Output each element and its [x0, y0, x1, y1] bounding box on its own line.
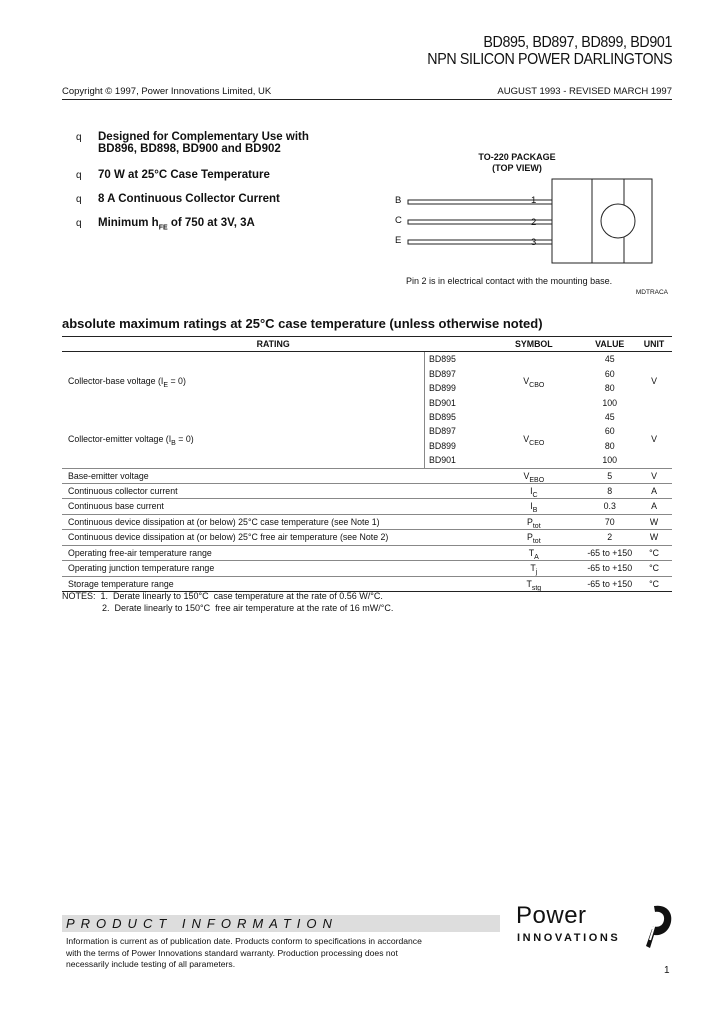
vcbo-symbol: $V_{CBO}$ — [523, 376, 545, 389]
pin-c-label: C — [395, 215, 402, 226]
table-row — [62, 530, 672, 545]
pin-3-number: 3 — [531, 237, 537, 248]
feature-2: 70 W at 25°C Case Temperature — [98, 169, 270, 181]
device-cell: BD897 — [424, 424, 484, 438]
table-row — [62, 484, 672, 499]
feature-3: 8 A Continuous Collector Current — [98, 193, 280, 205]
unit-cell: W — [636, 530, 672, 545]
value-cell: 45 — [604, 412, 615, 423]
value-cell: -65 to +150 — [583, 545, 636, 560]
feature-item — [76, 169, 270, 181]
package-diagram — [390, 176, 660, 266]
unit-cell: °C — [636, 561, 672, 576]
symbol-cell: $T_{stg}$ — [484, 576, 583, 591]
unit-cell: °C — [636, 576, 672, 591]
value-cell: 80 — [604, 440, 615, 451]
product-info-label: PRODUCT INFORMATION — [66, 916, 338, 931]
logo-word-innovations: INNOVATIONS — [517, 932, 621, 944]
rating-label: Continuous device dissipation at (or below) 25°C case temperature (see Note 1) — [62, 514, 484, 529]
package-note: Pin 2 is in electrical contact with the mounting base. — [406, 276, 613, 286]
notes — [62, 590, 393, 614]
package-title: TO-220 PACKAGE — [478, 152, 556, 162]
col-symbol: SYMBOL — [484, 337, 583, 352]
rating-label: Operating free-air temperature range — [62, 545, 484, 560]
symbol-cell: $V_{EBO}$ — [484, 468, 583, 483]
value-cell: 70 — [583, 514, 636, 529]
unit-cell: A — [636, 484, 672, 499]
value-cell: 8 — [583, 484, 636, 499]
vceo-label: Collector-emitter voltage $(I_B = 0)$ — [68, 433, 194, 447]
rating-label: Storage temperature range — [62, 576, 484, 591]
table-row — [62, 545, 672, 560]
symbol-cell: $I_B$ — [484, 499, 583, 514]
ratings-heading: absolute maximum ratings at 25°C case temperature (unless otherwise noted) — [62, 316, 543, 331]
disclaimer — [66, 936, 466, 971]
table-row — [62, 561, 672, 576]
page-number: 1 — [664, 965, 670, 976]
device-cell: BD899 — [424, 439, 484, 453]
col-value: VALUE — [583, 337, 636, 352]
rating-label: Operating junction temperature range — [62, 561, 484, 576]
value-cell: 45 — [604, 354, 615, 365]
pin-2-number: 2 — [531, 217, 537, 228]
value-cell: 60 — [604, 426, 615, 437]
symbol-cell: $P_{tot}$ — [484, 530, 583, 545]
header-rule — [62, 99, 672, 100]
bullet: q — [76, 194, 82, 205]
value-cell: 60 — [604, 368, 615, 379]
note-2: 2. Derate linearly to 150°C free air temperature at the rate of 16 mW/°C. — [102, 603, 394, 613]
logo-bolt-icon — [640, 902, 674, 950]
note-1: NOTES: 1. Derate linearly to 150°C case temperature at the rate of 0.56 W/°C. — [62, 591, 383, 601]
device-cell: BD901 — [424, 453, 484, 468]
table-row — [62, 514, 672, 529]
device-cell: BD897 — [424, 367, 484, 381]
symbol-cell: $T_A$ — [484, 545, 583, 560]
feature-item — [76, 131, 309, 155]
mounting-hole — [601, 204, 635, 238]
pin-b-label: B — [395, 195, 402, 206]
table-row — [62, 352, 672, 367]
unit-cell: °C — [636, 545, 672, 560]
disclaimer-line: Information is current as of publication date. Products conform to specifications in accordance — [66, 936, 422, 946]
rating-label: Continuous device dissipation at (or below) 25°C free air temperature (see Note 2) — [62, 530, 484, 545]
bullet: q — [76, 170, 82, 181]
value-cell: 5 — [583, 468, 636, 483]
ratings-table — [62, 336, 672, 592]
rating-label: Continuous base current — [62, 499, 484, 514]
col-unit: UNIT — [636, 337, 672, 352]
rating-label: Continuous collector current — [62, 484, 484, 499]
col-rating: RATING — [62, 337, 484, 352]
value-cell: 100 — [602, 397, 618, 408]
feature-4-sub: FE — [158, 224, 168, 232]
symbol-cell: $I_C$ — [484, 484, 583, 499]
device-cell: BD899 — [424, 381, 484, 395]
vceo-symbol: $V_{CEO}$ — [523, 433, 545, 447]
disclaimer-line: necessarily include testing of all parameters. — [66, 959, 236, 969]
feature-1-line2: BD896, BD898, BD900 and BD902 — [98, 143, 281, 155]
symbol-cell: $P_{tot}$ — [484, 514, 583, 529]
value-cell: 0.3 — [583, 499, 636, 514]
symbol-cell: $T_j$ — [484, 561, 583, 576]
value-cell: -65 to +150 — [583, 576, 636, 591]
device-cell: BD901 — [424, 396, 484, 410]
unit-cell: V — [636, 468, 672, 483]
document-subtitle: NPN SILICON POWER DARLINGTONS — [427, 51, 672, 68]
revision-date: AUGUST 1993 - REVISED MARCH 1997 — [497, 86, 672, 97]
device-cell: BD895 — [424, 352, 484, 367]
table-row — [62, 410, 672, 424]
table-row — [62, 468, 672, 483]
unit-cell: W — [636, 514, 672, 529]
value-cell: 2 — [583, 530, 636, 545]
rating-label: Base-emitter voltage — [62, 468, 484, 483]
unit-cell: V — [651, 376, 657, 387]
feature-item — [76, 217, 255, 232]
package-code: MDTRACA — [635, 289, 668, 296]
pin-e-label: E — [395, 235, 402, 246]
disclaimer-line: with the terms of Power Innovations standard warranty. Production processing does not — [66, 947, 398, 958]
document-title: BD895, BD897, BD899, BD901 — [483, 34, 672, 51]
feature-1-line1: Designed for Complementary Use with — [98, 131, 309, 143]
unit-cell: V — [651, 433, 657, 444]
device-cell: BD895 — [424, 410, 484, 424]
value-cell: -65 to +150 — [583, 561, 636, 576]
value-cell: 80 — [604, 383, 615, 394]
unit-cell: A — [636, 499, 672, 514]
pin-1-number: 1 — [531, 195, 537, 206]
value-cell: 100 — [602, 455, 618, 466]
table-row — [62, 499, 672, 514]
package-subtitle: (TOP VIEW) — [492, 163, 542, 173]
feature-item — [76, 193, 280, 205]
copyright-text: Copyright © 1997, Power Innovations Limited, UK — [62, 86, 272, 97]
bullet: q — [76, 218, 82, 229]
feature-4-post: of 750 at 3V, 3A — [167, 217, 255, 229]
feature-4-pre: Minimum h — [98, 217, 159, 229]
vcbo-label: Collector-base voltage $(I_E = 0)$ — [68, 376, 186, 389]
bullet: q — [76, 132, 82, 143]
logo-word-power: Power — [516, 902, 587, 929]
